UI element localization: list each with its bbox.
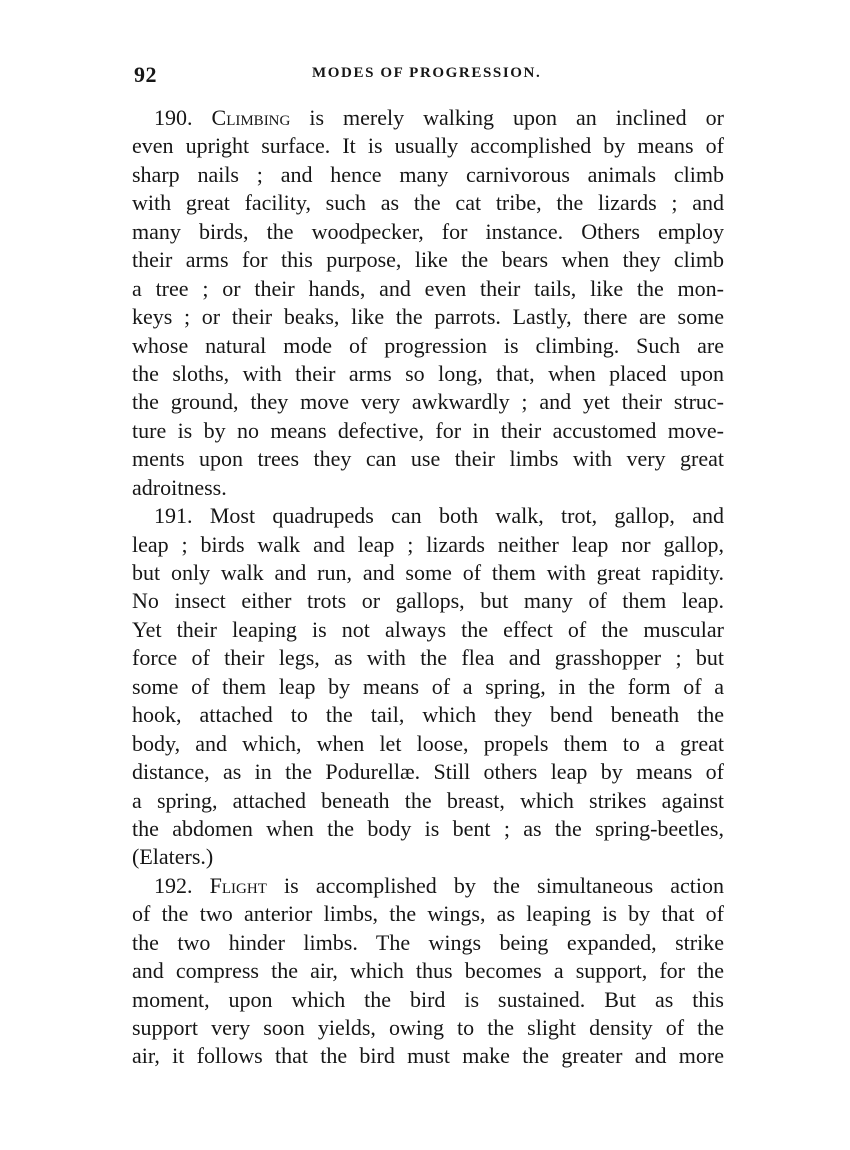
paragraph-number: 191. — [154, 503, 193, 529]
text-line: ture is by no means defective, for in their accustomed move- — [132, 417, 724, 443]
paragraph-number: 190. — [154, 105, 193, 130]
text-line: hook, attached to the tail, which they bend beneath the — [132, 702, 724, 728]
text-line: leap ; birds walk and leap ; lizards neither leap nor gallop, — [132, 531, 724, 557]
page-number: 92 — [134, 62, 157, 87]
text-line: the abdomen when the body is bent ; as the spring-beetles, — [132, 815, 724, 841]
paragraph-heading: Flight — [209, 872, 267, 898]
page-header — [132, 62, 724, 88]
text-line: air, it follows that the bird must make the greater and more — [132, 1043, 724, 1069]
paragraph-190 — [132, 104, 724, 502]
paragraph-191 — [132, 502, 724, 872]
text-line: force of their legs, as with the flea and grasshopper ; but — [132, 645, 724, 671]
text-line: whose natural mode of progression is climbing. Such are — [132, 332, 724, 358]
text-line: body, and which, when let loose, propels them to a great — [132, 730, 724, 756]
text-line: the sloths, with their arms so long, that, when placed upon — [132, 360, 724, 386]
running-head: MODES OF PROGRESSION. — [312, 65, 542, 81]
text-line: sharp nails ; and hence many carnivorous animals climb — [132, 161, 724, 187]
text-line: with great facility, such as the cat tribe, the lizards ; and — [132, 190, 724, 216]
text-line: a spring, attached beneath the breast, which strikes against — [132, 787, 724, 813]
paragraph-heading: Climbing — [211, 105, 291, 130]
paragraph-number: 192. — [154, 872, 193, 898]
text-line: even upright surface. It is usually accomplished by means of — [132, 133, 724, 159]
text-line: ments upon trees they can use their limbs with very great — [132, 446, 724, 472]
text-line: Yet their leaping is not always the effect of the muscular — [132, 616, 724, 642]
text-line: moment, upon which the bird is sustained. But as this — [132, 986, 724, 1012]
text-line: the two hinder limbs. The wings being expanded, strike — [132, 929, 724, 955]
text-line: many birds, the woodpecker, for instance. Others employ — [132, 218, 724, 244]
text-line: the ground, they move very awkwardly ; and yet their struc- — [132, 389, 724, 415]
text-line: adroitness. — [132, 474, 227, 500]
text-line: their arms for this purpose, like the bears when they climb — [132, 247, 724, 273]
text-line: a tree ; or their hands, and even their tails, like the mon- — [132, 275, 724, 301]
paragraph-192 — [132, 872, 724, 1071]
text-line: 191. Most quadrupeds can both walk, trot, gallop, and — [154, 503, 724, 529]
text-line: (Elaters.) — [132, 844, 214, 870]
text-line: of the two anterior limbs, the wings, as leaping is by that of — [132, 901, 724, 927]
text-line: and compress the air, which thus becomes a support, for the — [132, 958, 724, 984]
text-line: some of them leap by means of a spring, in the form of a — [132, 673, 724, 699]
text-line: keys ; or their beaks, like the parrots. Lastly, there are some — [132, 304, 724, 330]
text-line: but only walk and run, and some of them with great rapidity. — [132, 560, 724, 585]
text-line: No insect either trots or gallops, but many of them leap. — [132, 588, 724, 614]
text-line: distance, as in the Podurellæ. Still others leap by means of — [132, 759, 724, 785]
text-line: 192. Flight is accomplished by the simultaneous action — [154, 872, 725, 898]
text-line: support very soon yields, owing to the slight density of the — [132, 1015, 724, 1040]
body-text — [132, 104, 724, 1071]
text-line: 190. Climbing is merely walking upon an inclined or — [154, 105, 725, 130]
